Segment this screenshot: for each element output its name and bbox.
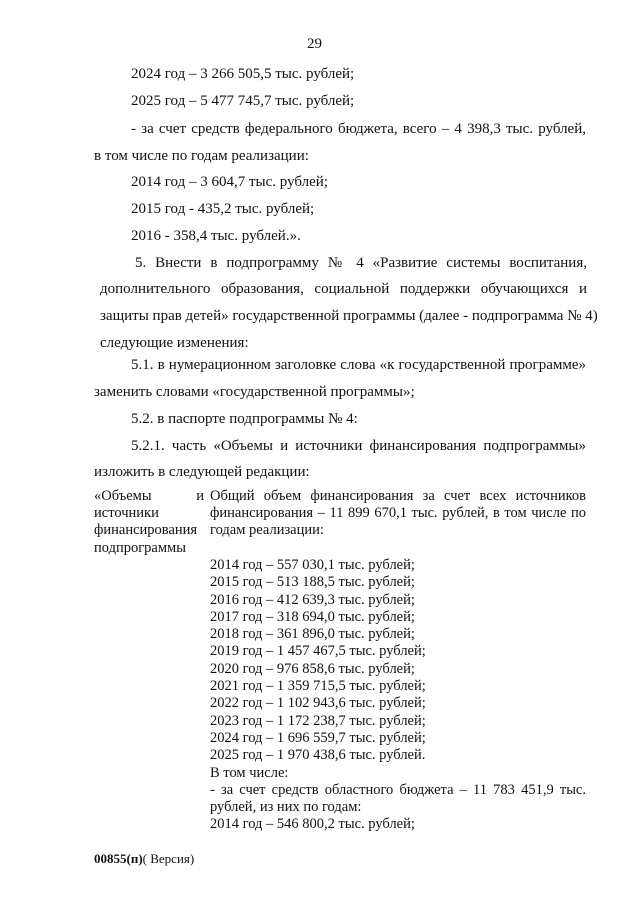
- table-right-text: финансирования – 11 899 670,1 тыс. рублей, в том числе по: [210, 505, 586, 522]
- list-item: 2025 год – 1 970 438,6 тыс. рублей.: [210, 747, 426, 764]
- paragraph-line: 5. Внести в подпрограмму № 4 «Развитие системы воспитания,: [135, 255, 587, 271]
- list-item: 2024 год – 1 696 559,7 тыс. рублей;: [210, 729, 426, 746]
- table-left-text: финансирования: [94, 522, 198, 539]
- text-line: 2015 год - 435,2 тыс. рублей;: [131, 201, 315, 217]
- page-number: 29: [307, 36, 322, 52]
- list-item: рублей, из них по годам:: [210, 799, 362, 816]
- table-right-column: [210, 488, 586, 540]
- funding-by-year-list: [210, 557, 586, 834]
- table-right-text: Общий объем финансирования за счет всех источников: [210, 488, 586, 504]
- list-item: 2020 год – 976 858,6 тыс. рублей;: [210, 660, 415, 677]
- text-line: 2025 год – 5 477 745,7 тыс. рублей;: [131, 93, 355, 109]
- text-line: 2014 год – 3 604,7 тыс. рублей;: [131, 174, 328, 190]
- list-item: 2017 год – 318 694,0 тыс. рублей;: [210, 608, 415, 625]
- table-left-text: «Объемы: [94, 488, 152, 504]
- paragraph-line: 5.2. в паспорте подпрограммы № 4:: [131, 411, 358, 427]
- list-item: 2014 год – 546 800,2 тыс. рублей;: [210, 816, 415, 833]
- table-left-text: и: [196, 488, 204, 504]
- table-right-text: годам реализации:: [210, 522, 324, 539]
- paragraph-line: защиты прав детей» государственной программы (далее - подпрограмма № 4): [100, 308, 598, 324]
- document-code: 00855(п): [94, 851, 143, 866]
- paragraph-line: дополнительного образования, социальной поддержки обучающихся и: [100, 281, 587, 297]
- document-footer: [94, 851, 194, 867]
- table-left-column: [94, 488, 204, 557]
- list-item: 2018 год – 361 896,0 тыс. рублей;: [210, 626, 415, 643]
- document-version: ( Версия): [142, 851, 195, 866]
- list-item: 2023 год – 1 172 238,7 тыс. рублей;: [210, 712, 426, 729]
- list-item: 2019 год – 1 457 467,5 тыс. рублей;: [210, 643, 426, 660]
- table-left-text: источники: [94, 505, 159, 522]
- list-item: 2016 год – 412 639,3 тыс. рублей;: [210, 591, 415, 608]
- text-line: в том числе по годам реализации:: [94, 148, 309, 164]
- list-item: 2021 год – 1 359 715,5 тыс. рублей;: [210, 678, 426, 695]
- paragraph-line: изложить в следующей редакции:: [94, 464, 310, 480]
- paragraph-line: 5.1. в нумерационном заголовке слова «к государственной программе»: [131, 357, 586, 373]
- table-left-text: подпрограммы: [94, 539, 186, 556]
- paragraph-line: заменить словами «государственной программы»;: [94, 384, 415, 400]
- list-item: 2015 год – 513 188,5 тыс. рублей;: [210, 574, 415, 591]
- text-line: - за счет средств федерального бюджета, всего – 4 398,3 тыс. рублей,: [131, 121, 586, 137]
- list-item: 2022 год – 1 102 943,6 тыс. рублей;: [210, 695, 426, 712]
- text-line: 2016 - 358,4 тыс. рублей.».: [131, 228, 301, 244]
- paragraph-line: 5.2.1. часть «Объемы и источники финансирования подпрограммы»: [131, 438, 586, 454]
- list-item: 2014 год – 557 030,1 тыс. рублей;: [210, 557, 415, 573]
- list-item: - за счет средств областного бюджета – 11 783 451,9 тыс.: [210, 781, 586, 798]
- list-item: В том числе:: [210, 764, 289, 781]
- paragraph-line: следующие изменения:: [100, 335, 249, 351]
- text-line: 2024 год – 3 266 505,5 тыс. рублей;: [131, 66, 355, 82]
